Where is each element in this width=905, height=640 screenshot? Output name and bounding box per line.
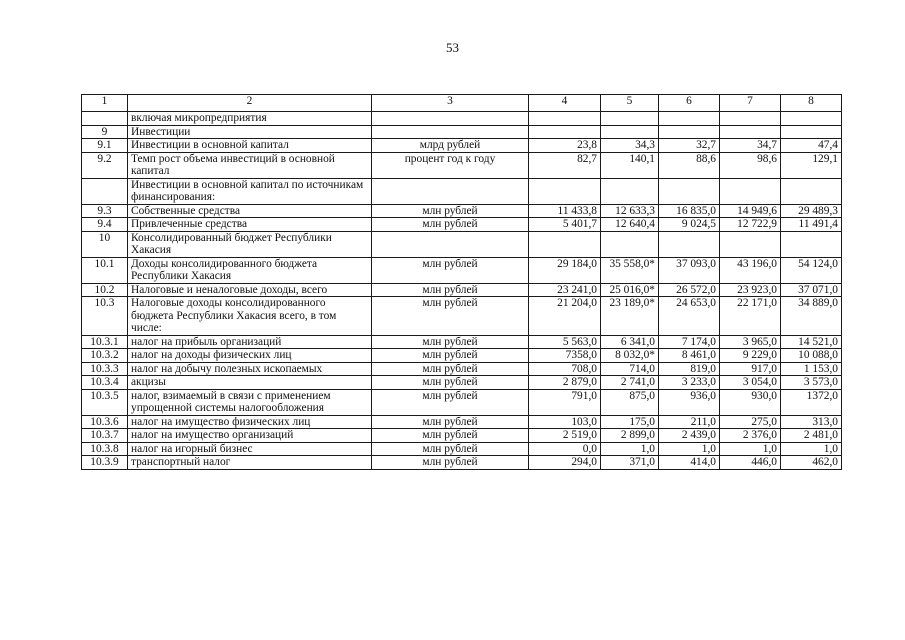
value-cell: 11 491,4 <box>781 218 842 232</box>
value-cell: 936,0 <box>659 389 720 415</box>
value-cell: 98,6 <box>720 152 781 178</box>
value-cell <box>781 125 842 139</box>
table-row <box>82 218 842 232</box>
indicator-name: Налоговые и неналоговые доходы, всего <box>128 283 372 297</box>
unit-cell: млн рублей <box>372 389 529 415</box>
value-cell <box>529 178 601 204</box>
value-cell <box>601 231 659 257</box>
column-header: 3 <box>372 95 529 112</box>
value-cell: 140,1 <box>601 152 659 178</box>
value-cell <box>720 125 781 139</box>
value-cell: 32,7 <box>659 139 720 153</box>
indicator-name: Инвестиции в основной капитал по источникам финансирования: <box>128 178 372 204</box>
indicator-name: налог, взимаемый в связи с применением упрощенной системы налогообложения <box>128 389 372 415</box>
value-cell <box>659 178 720 204</box>
table-row <box>82 125 842 139</box>
column-header: 4 <box>529 95 601 112</box>
value-cell: 23 241,0 <box>529 283 601 297</box>
column-header: 7 <box>720 95 781 112</box>
value-cell: 175,0 <box>601 415 659 429</box>
value-cell: 708,0 <box>529 362 601 376</box>
row-number: 10.3.7 <box>82 429 128 443</box>
value-cell <box>781 231 842 257</box>
value-cell: 1,0 <box>659 442 720 456</box>
value-cell <box>720 231 781 257</box>
table-row <box>82 389 842 415</box>
value-cell: 371,0 <box>601 456 659 470</box>
value-cell: 29 184,0 <box>529 257 601 283</box>
unit-cell <box>372 112 529 126</box>
indicators-table <box>81 94 842 470</box>
indicator-name: Темп рост объема инвестиций в основной капитал <box>128 152 372 178</box>
table-row <box>82 376 842 390</box>
unit-cell: млн рублей <box>372 415 529 429</box>
value-cell: 7 174,0 <box>659 335 720 349</box>
indicator-name: Доходы консолидированного бюджета Республики Хакасия <box>128 257 372 283</box>
table-row <box>82 335 842 349</box>
value-cell: 10 088,0 <box>781 349 842 363</box>
value-cell <box>720 112 781 126</box>
value-cell: 14 949,6 <box>720 204 781 218</box>
indicator-name: Консолидированный бюджет Республики Хакасия <box>128 231 372 257</box>
value-cell: 23,8 <box>529 139 601 153</box>
value-cell: 47,4 <box>781 139 842 153</box>
value-cell: 21 204,0 <box>529 297 601 336</box>
row-number: 9.4 <box>82 218 128 232</box>
indicator-name: налог на имущество физических лиц <box>128 415 372 429</box>
value-cell: 313,0 <box>781 415 842 429</box>
value-cell: 917,0 <box>720 362 781 376</box>
value-cell: 16 835,0 <box>659 204 720 218</box>
indicator-name: транспортный налог <box>128 456 372 470</box>
column-header: 6 <box>659 95 720 112</box>
value-cell: 12 722,9 <box>720 218 781 232</box>
value-cell: 24 653,0 <box>659 297 720 336</box>
indicator-name: акцизы <box>128 376 372 390</box>
indicator-name: Налоговые доходы консолидированного бюджета Республики Хакасия всего, в том числе: <box>128 297 372 336</box>
value-cell: 1 153,0 <box>781 362 842 376</box>
row-number: 10.3.8 <box>82 442 128 456</box>
value-cell <box>529 112 601 126</box>
value-cell: 2 899,0 <box>601 429 659 443</box>
unit-cell: млн рублей <box>372 442 529 456</box>
value-cell <box>529 231 601 257</box>
unit-cell <box>372 125 529 139</box>
unit-cell: млн рублей <box>372 218 529 232</box>
indicator-name: Инвестиции <box>128 125 372 139</box>
column-header: 8 <box>781 95 842 112</box>
value-cell: 103,0 <box>529 415 601 429</box>
value-cell: 82,7 <box>529 152 601 178</box>
indicator-name: включая микропредприятия <box>128 112 372 126</box>
value-cell: 7358,0 <box>529 349 601 363</box>
value-cell: 5 401,7 <box>529 218 601 232</box>
value-cell: 8 032,0* <box>601 349 659 363</box>
unit-cell: млн рублей <box>372 204 529 218</box>
table-header-row <box>82 95 842 112</box>
value-cell <box>781 178 842 204</box>
value-cell: 9 229,0 <box>720 349 781 363</box>
row-number: 10.3.3 <box>82 362 128 376</box>
value-cell <box>601 125 659 139</box>
value-cell: 2 519,0 <box>529 429 601 443</box>
value-cell: 35 558,0* <box>601 257 659 283</box>
value-cell: 8 461,0 <box>659 349 720 363</box>
row-number: 10.2 <box>82 283 128 297</box>
value-cell: 819,0 <box>659 362 720 376</box>
row-number: 9.3 <box>82 204 128 218</box>
value-cell: 875,0 <box>601 389 659 415</box>
value-cell: 54 124,0 <box>781 257 842 283</box>
unit-cell: млрд рублей <box>372 139 529 153</box>
value-cell: 23 189,0* <box>601 297 659 336</box>
value-cell: 2 879,0 <box>529 376 601 390</box>
value-cell: 0,0 <box>529 442 601 456</box>
value-cell: 12 640,4 <box>601 218 659 232</box>
value-cell: 462,0 <box>781 456 842 470</box>
value-cell: 791,0 <box>529 389 601 415</box>
column-header: 5 <box>601 95 659 112</box>
table-row <box>82 297 842 336</box>
value-cell: 2 439,0 <box>659 429 720 443</box>
unit-cell: млн рублей <box>372 376 529 390</box>
row-number <box>82 178 128 204</box>
value-cell: 22 171,0 <box>720 297 781 336</box>
value-cell: 275,0 <box>720 415 781 429</box>
value-cell: 3 573,0 <box>781 376 842 390</box>
table-row <box>82 139 842 153</box>
indicator-name: налог на прибыль организаций <box>128 335 372 349</box>
value-cell: 930,0 <box>720 389 781 415</box>
row-number: 10 <box>82 231 128 257</box>
row-number: 10.1 <box>82 257 128 283</box>
row-number: 10.3.1 <box>82 335 128 349</box>
value-cell <box>529 125 601 139</box>
value-cell: 34,7 <box>720 139 781 153</box>
table-row <box>82 362 842 376</box>
unit-cell: млн рублей <box>372 349 529 363</box>
indicator-name: налог на доходы физических лиц <box>128 349 372 363</box>
value-cell <box>781 112 842 126</box>
row-number: 9 <box>82 125 128 139</box>
page-number: 53 <box>446 40 459 55</box>
table-row <box>82 204 842 218</box>
row-number: 10.3.9 <box>82 456 128 470</box>
table-row <box>82 152 842 178</box>
value-cell: 129,1 <box>781 152 842 178</box>
row-number: 9.2 <box>82 152 128 178</box>
value-cell <box>659 112 720 126</box>
value-cell: 414,0 <box>659 456 720 470</box>
value-cell: 34,3 <box>601 139 659 153</box>
indicator-name: налог на игорный бизнес <box>128 442 372 456</box>
row-number: 10.3.2 <box>82 349 128 363</box>
unit-cell: млн рублей <box>372 257 529 283</box>
indicator-name: налог на имущество организаций <box>128 429 372 443</box>
table-row <box>82 257 842 283</box>
value-cell: 1372,0 <box>781 389 842 415</box>
value-cell <box>659 231 720 257</box>
value-cell: 11 433,8 <box>529 204 601 218</box>
value-cell <box>720 178 781 204</box>
value-cell: 2 376,0 <box>720 429 781 443</box>
unit-cell: млн рублей <box>372 283 529 297</box>
value-cell: 34 889,0 <box>781 297 842 336</box>
row-number: 10.3.6 <box>82 415 128 429</box>
value-cell: 1,0 <box>601 442 659 456</box>
value-cell: 88,6 <box>659 152 720 178</box>
table-row <box>82 429 842 443</box>
value-cell: 26 572,0 <box>659 283 720 297</box>
value-cell: 37 093,0 <box>659 257 720 283</box>
table-row <box>82 415 842 429</box>
table-row <box>82 442 842 456</box>
table-row <box>82 456 842 470</box>
unit-cell: млн рублей <box>372 362 529 376</box>
value-cell: 3 054,0 <box>720 376 781 390</box>
value-cell: 6 341,0 <box>601 335 659 349</box>
unit-cell: млн рублей <box>372 429 529 443</box>
value-cell: 25 016,0* <box>601 283 659 297</box>
row-number: 9.1 <box>82 139 128 153</box>
value-cell: 12 633,3 <box>601 204 659 218</box>
unit-cell: млн рублей <box>372 297 529 336</box>
row-number: 10.3.4 <box>82 376 128 390</box>
column-header: 2 <box>128 95 372 112</box>
value-cell: 294,0 <box>529 456 601 470</box>
indicator-name: Привлеченные средства <box>128 218 372 232</box>
table-row <box>82 283 842 297</box>
value-cell: 1,0 <box>781 442 842 456</box>
table-row <box>82 349 842 363</box>
value-cell: 9 024,5 <box>659 218 720 232</box>
indicator-name: Собственные средства <box>128 204 372 218</box>
unit-cell: млн рублей <box>372 456 529 470</box>
value-cell: 1,0 <box>720 442 781 456</box>
table-row <box>82 231 842 257</box>
indicator-name: Инвестиции в основной капитал <box>128 139 372 153</box>
table-body <box>82 112 842 470</box>
unit-cell: млн рублей <box>372 335 529 349</box>
value-cell: 3 233,0 <box>659 376 720 390</box>
value-cell: 2 741,0 <box>601 376 659 390</box>
value-cell: 29 489,3 <box>781 204 842 218</box>
value-cell <box>659 125 720 139</box>
unit-cell: процент год к году <box>372 152 529 178</box>
unit-cell <box>372 231 529 257</box>
value-cell: 714,0 <box>601 362 659 376</box>
table-row <box>82 112 842 126</box>
row-number: 10.3.5 <box>82 389 128 415</box>
value-cell <box>601 112 659 126</box>
value-cell: 2 481,0 <box>781 429 842 443</box>
unit-cell <box>372 178 529 204</box>
indicator-name: налог на добычу полезных ископаемых <box>128 362 372 376</box>
value-cell: 37 071,0 <box>781 283 842 297</box>
value-cell: 23 923,0 <box>720 283 781 297</box>
row-number: 10.3 <box>82 297 128 336</box>
table-row <box>82 178 842 204</box>
column-header: 1 <box>82 95 128 112</box>
value-cell <box>601 178 659 204</box>
row-number <box>82 112 128 126</box>
value-cell: 446,0 <box>720 456 781 470</box>
value-cell: 5 563,0 <box>529 335 601 349</box>
value-cell: 3 965,0 <box>720 335 781 349</box>
value-cell: 211,0 <box>659 415 720 429</box>
value-cell: 14 521,0 <box>781 335 842 349</box>
value-cell: 43 196,0 <box>720 257 781 283</box>
